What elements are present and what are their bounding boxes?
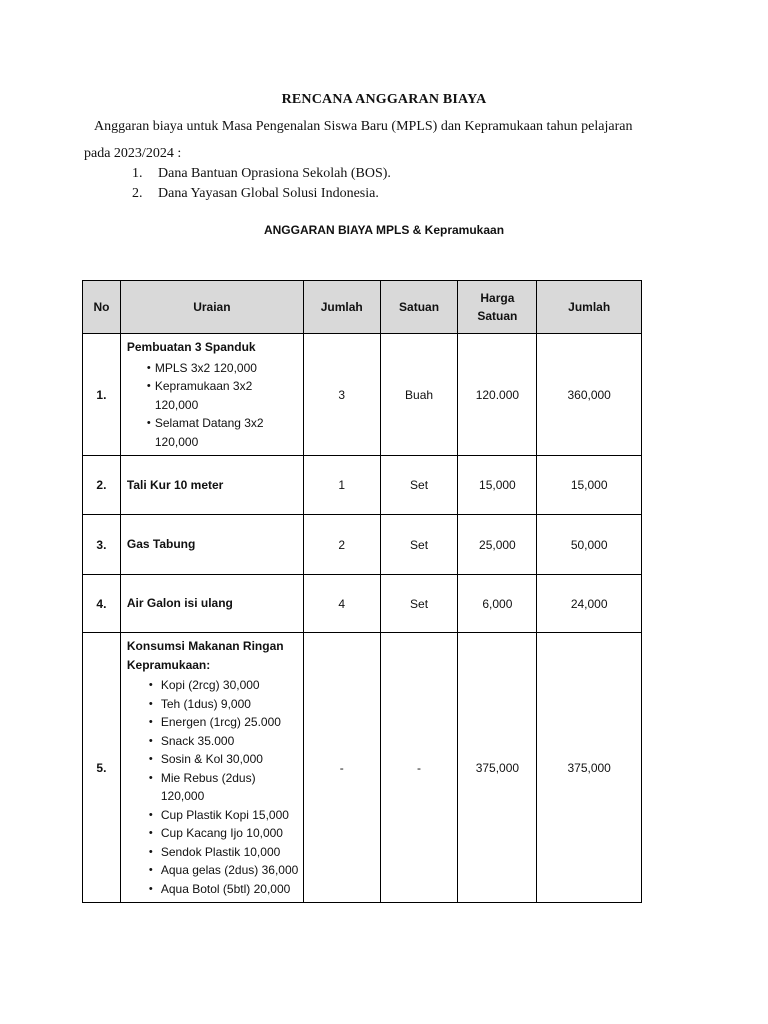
header-uraian: Uraian <box>120 281 303 334</box>
item-title: Pembuatan 3 Spanduk <box>126 340 256 354</box>
sub-item: • Sosin & Kol 30,000 <box>127 750 301 769</box>
header-no: No <box>83 281 121 334</box>
row-number: 5. <box>83 633 121 903</box>
row-unit-price: 15,000 <box>458 456 537 515</box>
budget-table <box>82 280 642 903</box>
row-total: 24,000 <box>537 575 642 633</box>
sub-item: • Kopi (2rcg) 30,000 <box>127 676 301 695</box>
row-description <box>120 334 303 456</box>
sub-item: • Energen (1rcg) 25.000 <box>127 713 301 732</box>
header-harga-satuan: Harga Satuan <box>458 281 537 334</box>
document-title: RENCANA ANGGARAN BIAYA <box>281 92 487 107</box>
row-description <box>120 575 303 633</box>
intro-line-2: pada 2023/2024 : <box>84 146 182 161</box>
intro-line-1: Anggaran biaya untuk Masa Pengenalan Siswa Baru (MPLS) dan Kepramukaan tahun pelajaran <box>94 119 633 134</box>
sub-item: • Aqua Botol (5btl) 20,000 <box>127 880 301 899</box>
table-header-row <box>83 281 642 334</box>
sub-item: • Cup Plastik Kopi 15,000 <box>127 806 301 825</box>
sub-item: • Teh (1dus) 9,000 <box>127 695 301 714</box>
row-unit-price: 6,000 <box>458 575 537 633</box>
sub-item: • Aqua gelas (2dus) 36,000 <box>127 861 301 880</box>
row-unit: Set <box>380 575 458 633</box>
sub-item: • Cup Kacang Ijo 10,000 <box>127 824 301 843</box>
row-quantity: 3 <box>303 334 380 456</box>
row-quantity: 4 <box>303 575 380 633</box>
row-total: 375,000 <box>537 633 642 903</box>
funding-source-number: 2. <box>132 186 143 201</box>
row-number: 4. <box>83 575 121 633</box>
row-total: 360,000 <box>537 334 642 456</box>
header-jumlah: Jumlah <box>303 281 380 334</box>
sub-item: • Selamat Datang 3x2 120,000 <box>127 414 285 451</box>
row-unit: Set <box>380 515 458 575</box>
table-title: ANGGARAN BIAYA MPLS & Kepramukaan <box>263 223 505 237</box>
row-quantity: - <box>303 633 380 903</box>
row-unit: Set <box>380 456 458 515</box>
header-satuan: Satuan <box>380 281 458 334</box>
item-title: Tali Kur 10 meter <box>126 477 224 492</box>
sub-item-list <box>127 359 297 452</box>
row-unit-price: 25,000 <box>458 515 537 575</box>
row-number: 3. <box>83 515 121 575</box>
item-title: Konsumsi Makanan Ringan Kepramukaan: <box>126 639 284 672</box>
row-unit-price: 375,000 <box>458 633 537 903</box>
table-row <box>83 456 642 515</box>
item-title: Gas Tabung <box>126 537 196 552</box>
row-unit: - <box>380 633 458 903</box>
row-total: 15,000 <box>537 456 642 515</box>
row-total: 50,000 <box>537 515 642 575</box>
table-row <box>83 334 642 456</box>
funding-source-text: Dana Bantuan Oprasiona Sekolah (BOS). <box>158 166 391 181</box>
sub-item: • Snack 35.000 <box>127 732 301 751</box>
row-number: 2. <box>83 456 121 515</box>
table-row <box>83 633 642 903</box>
header-total: Jumlah <box>537 281 642 334</box>
sub-item: • Mie Rebus (2dus) 120,000 <box>127 769 261 806</box>
sub-item: • Kepramukaan 3x2 120,000 <box>127 377 267 414</box>
table-row <box>83 515 642 575</box>
funding-source-number: 1. <box>132 166 143 181</box>
funding-source-item <box>132 164 391 184</box>
row-number: 1. <box>83 334 121 456</box>
item-title: Air Galon isi ulang <box>126 596 233 611</box>
funding-source-text: Dana Yayasan Global Solusi Indonesia. <box>158 186 379 201</box>
row-description <box>120 633 303 903</box>
row-description <box>120 515 303 575</box>
row-quantity: 2 <box>303 515 380 575</box>
sub-item-list <box>127 676 301 898</box>
sub-item: • Sendok Plastik 10,000 <box>127 843 301 862</box>
table-row <box>83 575 642 633</box>
row-unit: Buah <box>380 334 458 456</box>
funding-sources-list <box>132 164 391 204</box>
intro-paragraph <box>84 113 684 167</box>
row-quantity: 1 <box>303 456 380 515</box>
row-description <box>120 456 303 515</box>
sub-item: • MPLS 3x2 120,000 <box>127 359 297 378</box>
row-unit-price: 120.000 <box>458 334 537 456</box>
funding-source-item <box>132 184 391 204</box>
